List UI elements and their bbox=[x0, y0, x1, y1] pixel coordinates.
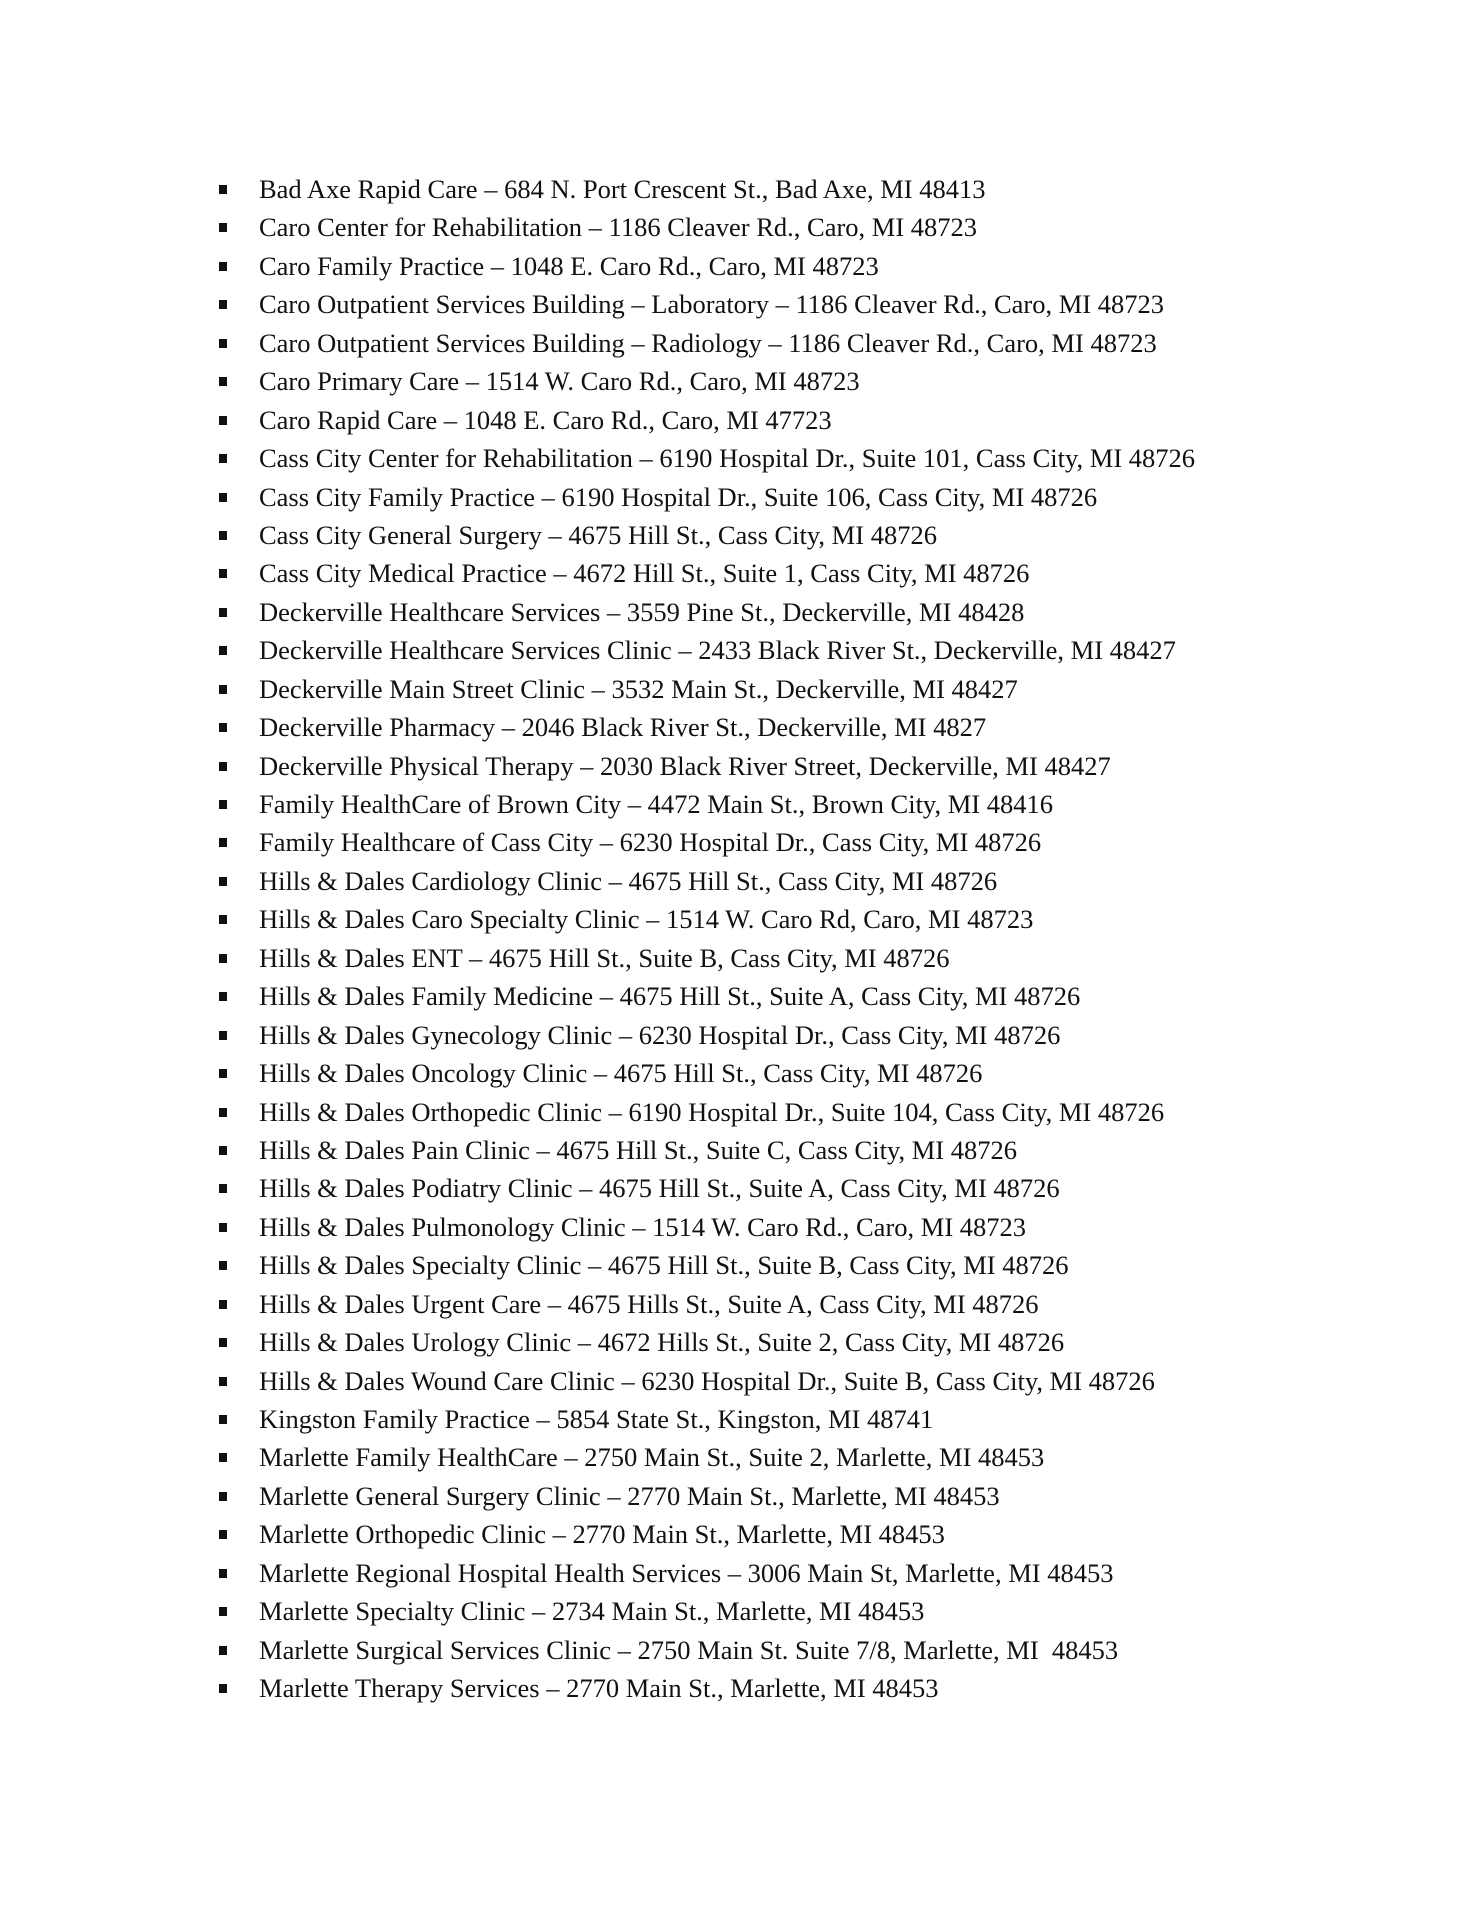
list-item bbox=[0, 1323, 1195, 1361]
list-item-text: Caro Rapid Care – 1048 E. Caro Rd., Caro, MI 47723 bbox=[259, 404, 832, 435]
list-item bbox=[0, 1438, 1195, 1476]
square-bullet-icon bbox=[219, 1108, 227, 1117]
square-bullet-icon bbox=[219, 1069, 227, 1078]
square-bullet-icon bbox=[219, 1415, 227, 1424]
list-item bbox=[0, 1246, 1195, 1284]
list-item bbox=[0, 439, 1195, 477]
list-item-text: Hills & Dales Pulmonology Clinic – 1514 W. Caro Rd., Caro, MI 48723 bbox=[259, 1211, 1027, 1242]
list-item-text: Hills & Dales Cardiology Clinic – 4675 Hill St., Cass City, MI 48726 bbox=[259, 865, 998, 896]
list-item-text: Cass City Family Practice – 6190 Hospital Dr., Suite 106, Cass City, MI 48726 bbox=[259, 481, 1098, 512]
square-bullet-icon bbox=[219, 1146, 227, 1155]
list-item bbox=[0, 670, 1195, 708]
list-item bbox=[0, 1285, 1195, 1323]
square-bullet-icon bbox=[219, 838, 227, 847]
list-item-text: Marlette Specialty Clinic – 2734 Main St., Marlette, MI 48453 bbox=[259, 1596, 925, 1627]
list-item-text: Hills & Dales Wound Care Clinic – 6230 Hospital Dr., Suite B, Cass City, MI 48726 bbox=[259, 1365, 1155, 1396]
list-item bbox=[0, 1208, 1195, 1246]
square-bullet-icon bbox=[219, 1453, 227, 1462]
list-item-text: Marlette General Surgery Clinic – 2770 Main St., Marlette, MI 48453 bbox=[259, 1480, 1000, 1511]
list-item bbox=[0, 977, 1195, 1015]
list-item bbox=[0, 1515, 1195, 1553]
list-item-text: Hills & Dales Pain Clinic – 4675 Hill St., Suite C, Cass City, MI 48726 bbox=[259, 1134, 1017, 1165]
list-item-text: Caro Family Practice – 1048 E. Caro Rd., Caro, MI 48723 bbox=[259, 250, 879, 281]
list-item-text: Deckerville Physical Therapy – 2030 Black River Street, Deckerville, MI 48427 bbox=[259, 750, 1111, 781]
list-item bbox=[0, 1131, 1195, 1169]
square-bullet-icon bbox=[219, 454, 227, 463]
location-list bbox=[0, 170, 1195, 1708]
square-bullet-icon bbox=[219, 416, 227, 425]
list-item bbox=[0, 1477, 1195, 1515]
square-bullet-icon bbox=[219, 877, 227, 886]
list-item bbox=[0, 554, 1195, 592]
list-item-text: Cass City General Surgery – 4675 Hill St., Cass City, MI 48726 bbox=[259, 519, 937, 550]
list-item-text: Hills & Dales Caro Specialty Clinic – 1514 W. Caro Rd, Caro, MI 48723 bbox=[259, 904, 1034, 935]
square-bullet-icon bbox=[219, 762, 227, 771]
square-bullet-icon bbox=[219, 262, 227, 271]
square-bullet-icon bbox=[219, 185, 227, 194]
square-bullet-icon bbox=[219, 493, 227, 502]
list-item-text: Deckerville Pharmacy – 2046 Black River St., Deckerville, MI 4827 bbox=[259, 712, 987, 743]
square-bullet-icon bbox=[219, 1338, 227, 1347]
list-item bbox=[0, 785, 1195, 823]
square-bullet-icon bbox=[219, 1569, 227, 1578]
list-item bbox=[0, 747, 1195, 785]
list-item-text: Deckerville Healthcare Services – 3559 Pine St., Deckerville, MI 48428 bbox=[259, 596, 1025, 627]
square-bullet-icon bbox=[219, 531, 227, 540]
list-item-text: Hills & Dales Orthopedic Clinic – 6190 Hospital Dr., Suite 104, Cass City, MI 48726 bbox=[259, 1096, 1165, 1127]
square-bullet-icon bbox=[219, 1261, 227, 1270]
list-item-text: Family Healthcare of Cass City – 6230 Hospital Dr., Cass City, MI 48726 bbox=[259, 827, 1042, 858]
list-item bbox=[0, 247, 1195, 285]
list-item-text: Kingston Family Practice – 5854 State St., Kingston, MI 48741 bbox=[259, 1404, 934, 1434]
list-item bbox=[0, 1054, 1195, 1092]
list-item-text: Marlette Orthopedic Clinic – 2770 Main St., Marlette, MI 48453 bbox=[259, 1519, 945, 1550]
list-item bbox=[0, 324, 1195, 362]
list-item-text: Caro Center for Rehabilitation – 1186 Cleaver Rd., Caro, MI 48723 bbox=[259, 212, 978, 243]
square-bullet-icon bbox=[219, 685, 227, 694]
list-item bbox=[0, 362, 1195, 400]
square-bullet-icon bbox=[219, 1684, 227, 1693]
list-item bbox=[0, 1362, 1195, 1400]
list-item bbox=[0, 862, 1195, 900]
square-bullet-icon bbox=[219, 569, 227, 578]
list-item-text: Cass City Medical Practice – 4672 Hill St., Suite 1, Cass City, MI 48726 bbox=[259, 558, 1030, 589]
square-bullet-icon bbox=[219, 646, 227, 655]
list-item-text: Bad Axe Rapid Care – 684 N. Port Crescent St., Bad Axe, MI 48413 bbox=[259, 174, 986, 204]
list-item-text: Hills & Dales Oncology Clinic – 4675 Hill St., Cass City, MI 48726 bbox=[259, 1058, 983, 1089]
list-item-text: Hills & Dales Podiatry Clinic – 4675 Hill St., Suite A, Cass City, MI 48726 bbox=[259, 1173, 1060, 1204]
list-item bbox=[0, 516, 1195, 554]
list-item-text: Hills & Dales Urology Clinic – 4672 Hills St., Suite 2, Cass City, MI 48726 bbox=[259, 1327, 1065, 1358]
list-item bbox=[0, 1631, 1195, 1669]
list-item bbox=[0, 170, 1195, 208]
square-bullet-icon bbox=[219, 1607, 227, 1616]
list-item-text: Caro Primary Care – 1514 W. Caro Rd., Caro, MI 48723 bbox=[259, 366, 860, 397]
square-bullet-icon bbox=[219, 300, 227, 309]
list-item bbox=[0, 708, 1195, 746]
square-bullet-icon bbox=[219, 723, 227, 732]
list-item bbox=[0, 1669, 1195, 1707]
list-item-text: Hills & Dales ENT – 4675 Hill St., Suite B, Cass City, MI 48726 bbox=[259, 942, 950, 973]
list-item bbox=[0, 631, 1195, 669]
list-item-text: Family HealthCare of Brown City – 4472 Main St., Brown City, MI 48416 bbox=[259, 789, 1053, 819]
square-bullet-icon bbox=[219, 223, 227, 232]
square-bullet-icon bbox=[219, 377, 227, 386]
list-item bbox=[0, 1093, 1195, 1131]
list-item-text: Deckerville Healthcare Services Clinic – 2433 Black River St., Deckerville, MI 48427 bbox=[259, 635, 1176, 666]
square-bullet-icon bbox=[219, 1300, 227, 1309]
square-bullet-icon bbox=[219, 339, 227, 348]
list-item-text: Caro Outpatient Services Building – Radiology – 1186 Cleaver Rd., Caro, MI 48723 bbox=[259, 327, 1157, 358]
list-item bbox=[0, 593, 1195, 631]
square-bullet-icon bbox=[219, 1223, 227, 1232]
list-item-text: Hills & Dales Specialty Clinic – 4675 Hill St., Suite B, Cass City, MI 48726 bbox=[259, 1250, 1069, 1281]
square-bullet-icon bbox=[219, 608, 227, 617]
list-item bbox=[0, 939, 1195, 977]
list-item bbox=[0, 1554, 1195, 1592]
list-item bbox=[0, 823, 1195, 861]
square-bullet-icon bbox=[219, 1031, 227, 1040]
square-bullet-icon bbox=[219, 915, 227, 924]
list-item-text: Marlette Therapy Services – 2770 Main St., Marlette, MI 48453 bbox=[259, 1673, 939, 1704]
square-bullet-icon bbox=[219, 1530, 227, 1539]
list-item-text: Deckerville Main Street Clinic – 3532 Main St., Deckerville, MI 48427 bbox=[259, 673, 1018, 704]
square-bullet-icon bbox=[219, 800, 227, 809]
square-bullet-icon bbox=[219, 992, 227, 1001]
list-item-text: Marlette Regional Hospital Health Services – 3006 Main St, Marlette, MI 48453 bbox=[259, 1557, 1114, 1588]
list-item bbox=[0, 285, 1195, 323]
list-item bbox=[0, 900, 1195, 938]
list-item bbox=[0, 401, 1195, 439]
list-item-text: Caro Outpatient Services Building – Laboratory – 1186 Cleaver Rd., Caro, MI 48723 bbox=[259, 289, 1164, 320]
square-bullet-icon bbox=[219, 1492, 227, 1501]
square-bullet-icon bbox=[219, 1184, 227, 1193]
list-item-text: Hills & Dales Family Medicine – 4675 Hill St., Suite A, Cass City, MI 48726 bbox=[259, 981, 1081, 1012]
list-item bbox=[0, 1592, 1195, 1630]
list-item bbox=[0, 208, 1195, 246]
square-bullet-icon bbox=[219, 1646, 227, 1655]
list-item bbox=[0, 1400, 1195, 1438]
list-item-text: Marlette Surgical Services Clinic – 2750 Main St. Suite 7/8, Marlette, MI 48453 bbox=[259, 1634, 1119, 1665]
list-item-text: Marlette Family HealthCare – 2750 Main St., Suite 2, Marlette, MI 48453 bbox=[259, 1442, 1045, 1473]
list-item-text: Hills & Dales Gynecology Clinic – 6230 Hospital Dr., Cass City, MI 48726 bbox=[259, 1019, 1061, 1050]
list-item-text: Cass City Center for Rehabilitation – 6190 Hospital Dr., Suite 101, Cass City, MI 48726 bbox=[259, 443, 1196, 474]
list-item bbox=[0, 478, 1195, 516]
square-bullet-icon bbox=[219, 1377, 227, 1386]
list-item bbox=[0, 1016, 1195, 1054]
list-item-text: Hills & Dales Urgent Care – 4675 Hills St., Suite A, Cass City, MI 48726 bbox=[259, 1288, 1039, 1319]
square-bullet-icon bbox=[219, 954, 227, 963]
list-item bbox=[0, 1169, 1195, 1207]
